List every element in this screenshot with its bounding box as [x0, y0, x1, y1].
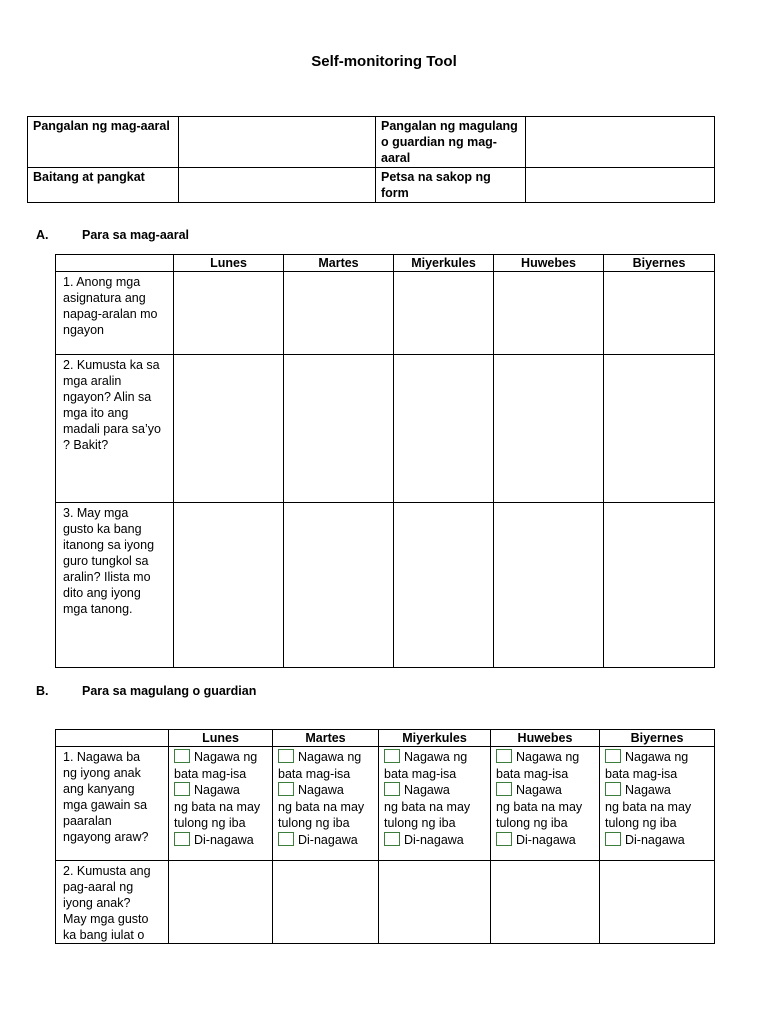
- student-name-field[interactable]: [179, 117, 376, 168]
- checkbox[interactable]: [496, 749, 512, 763]
- answer-cell[interactable]: [494, 272, 604, 355]
- date-field[interactable]: [526, 168, 715, 203]
- answer-cell[interactable]: [379, 861, 491, 944]
- options-cell: Nagawa ng bata mag-isa Nagawa ng bata na may tulong ng iba Di-nagawa: [491, 747, 600, 861]
- question-2: 2. Kumusta ka sa mga aralin ngayon? Alin sa mga ito ang madali para sa’yo ? Bakit?: [56, 355, 174, 503]
- day-header: Lunes: [174, 255, 284, 272]
- table-row: [56, 503, 715, 668]
- section-b-title: Para sa magulang o guardian: [82, 684, 257, 698]
- date-label: Petsa na sakop ng form: [376, 168, 526, 203]
- checkbox[interactable]: [278, 832, 294, 846]
- checkbox[interactable]: [174, 832, 190, 846]
- options-cell: Nagawa ng bata mag-isa Nagawa ng bata na may tulong ng iba Di-nagawa: [273, 747, 379, 861]
- day-header: Martes: [284, 255, 394, 272]
- answer-cell[interactable]: [169, 861, 273, 944]
- question-1: 1. Anong mga asignatura ang napag-aralan mo ngayon: [56, 272, 174, 355]
- answer-cell[interactable]: [600, 861, 715, 944]
- options-cell: Nagawa ng bata mag-isa Nagawa ng bata na may tulong ng iba Di-nagawa: [169, 747, 273, 861]
- page-title: Self-monitoring Tool: [311, 53, 457, 70]
- parent-name-field[interactable]: [526, 117, 715, 168]
- answer-cell[interactable]: [494, 355, 604, 503]
- corner-cell: [56, 255, 174, 272]
- table-row: [56, 272, 715, 355]
- table-row: [56, 355, 715, 503]
- answer-cell[interactable]: [494, 503, 604, 668]
- answer-cell[interactable]: [394, 272, 494, 355]
- answer-cell[interactable]: [284, 355, 394, 503]
- checkbox[interactable]: [496, 782, 512, 796]
- answer-cell[interactable]: [604, 272, 715, 355]
- checkbox[interactable]: [605, 782, 621, 796]
- parent-question-1: 1. Nagawa ba ng iyong anak ang kanyang mga gawain sa paaralan ngayong araw?: [56, 747, 169, 861]
- checkbox[interactable]: [278, 782, 294, 796]
- answer-cell[interactable]: [174, 272, 284, 355]
- day-header: Huwebes: [491, 730, 600, 747]
- day-header: Miyerkules: [394, 255, 494, 272]
- day-header: Martes: [273, 730, 379, 747]
- checkbox[interactable]: [384, 782, 400, 796]
- student-info-table: [27, 116, 715, 203]
- student-monitoring-table: [55, 254, 715, 668]
- checkbox[interactable]: [278, 749, 294, 763]
- answer-cell[interactable]: [284, 503, 394, 668]
- table-row: [56, 747, 715, 861]
- checkbox[interactable]: [605, 832, 621, 846]
- parent-name-label: Pangalan ng magulang o guardian ng mag- aaral: [376, 117, 526, 168]
- answer-cell[interactable]: [174, 503, 284, 668]
- options-cell: Nagawa ng bata mag-isa Nagawa ng bata na may tulong ng iba Di-nagawa: [379, 747, 491, 861]
- section-a-title: Para sa mag-aaral: [82, 228, 190, 242]
- answer-cell[interactable]: [394, 355, 494, 503]
- table-row: [56, 861, 715, 944]
- student-name-label: Pangalan ng mag-aaral: [28, 117, 179, 168]
- checkbox[interactable]: [605, 749, 621, 763]
- day-header: Biyernes: [600, 730, 715, 747]
- answer-cell[interactable]: [604, 355, 715, 503]
- answer-cell[interactable]: [273, 861, 379, 944]
- checkbox[interactable]: [174, 782, 190, 796]
- day-header: Miyerkules: [379, 730, 491, 747]
- parent-question-2: 2. Kumusta ang pag-aaral ng iyong anak? May mga gusto ka bang iulat o: [56, 861, 169, 944]
- answer-cell[interactable]: [284, 272, 394, 355]
- checkbox[interactable]: [384, 749, 400, 763]
- checkbox[interactable]: [174, 749, 190, 763]
- answer-cell[interactable]: [394, 503, 494, 668]
- day-header: Lunes: [169, 730, 273, 747]
- parent-monitoring-table: [55, 729, 715, 944]
- section-b-letter: B.: [36, 684, 49, 698]
- answer-cell[interactable]: [604, 503, 715, 668]
- day-header: Huwebes: [494, 255, 604, 272]
- checkbox[interactable]: [496, 832, 512, 846]
- question-3: 3. May mga gusto ka bang itanong sa iyong guro tungkol sa aralin? Ilista mo dito ang iyong mga tanong.: [56, 503, 174, 668]
- section-a-letter: A.: [36, 228, 49, 242]
- answer-cell[interactable]: [491, 861, 600, 944]
- corner-cell: [56, 730, 169, 747]
- grade-section-label: Baitang at pangkat: [28, 168, 179, 203]
- grade-section-field[interactable]: [179, 168, 376, 203]
- answer-cell[interactable]: [174, 355, 284, 503]
- options-cell: Nagawa ng bata mag-isa Nagawa ng bata na may tulong ng iba Di-nagawa: [600, 747, 715, 861]
- day-header: Biyernes: [604, 255, 715, 272]
- checkbox[interactable]: [384, 832, 400, 846]
